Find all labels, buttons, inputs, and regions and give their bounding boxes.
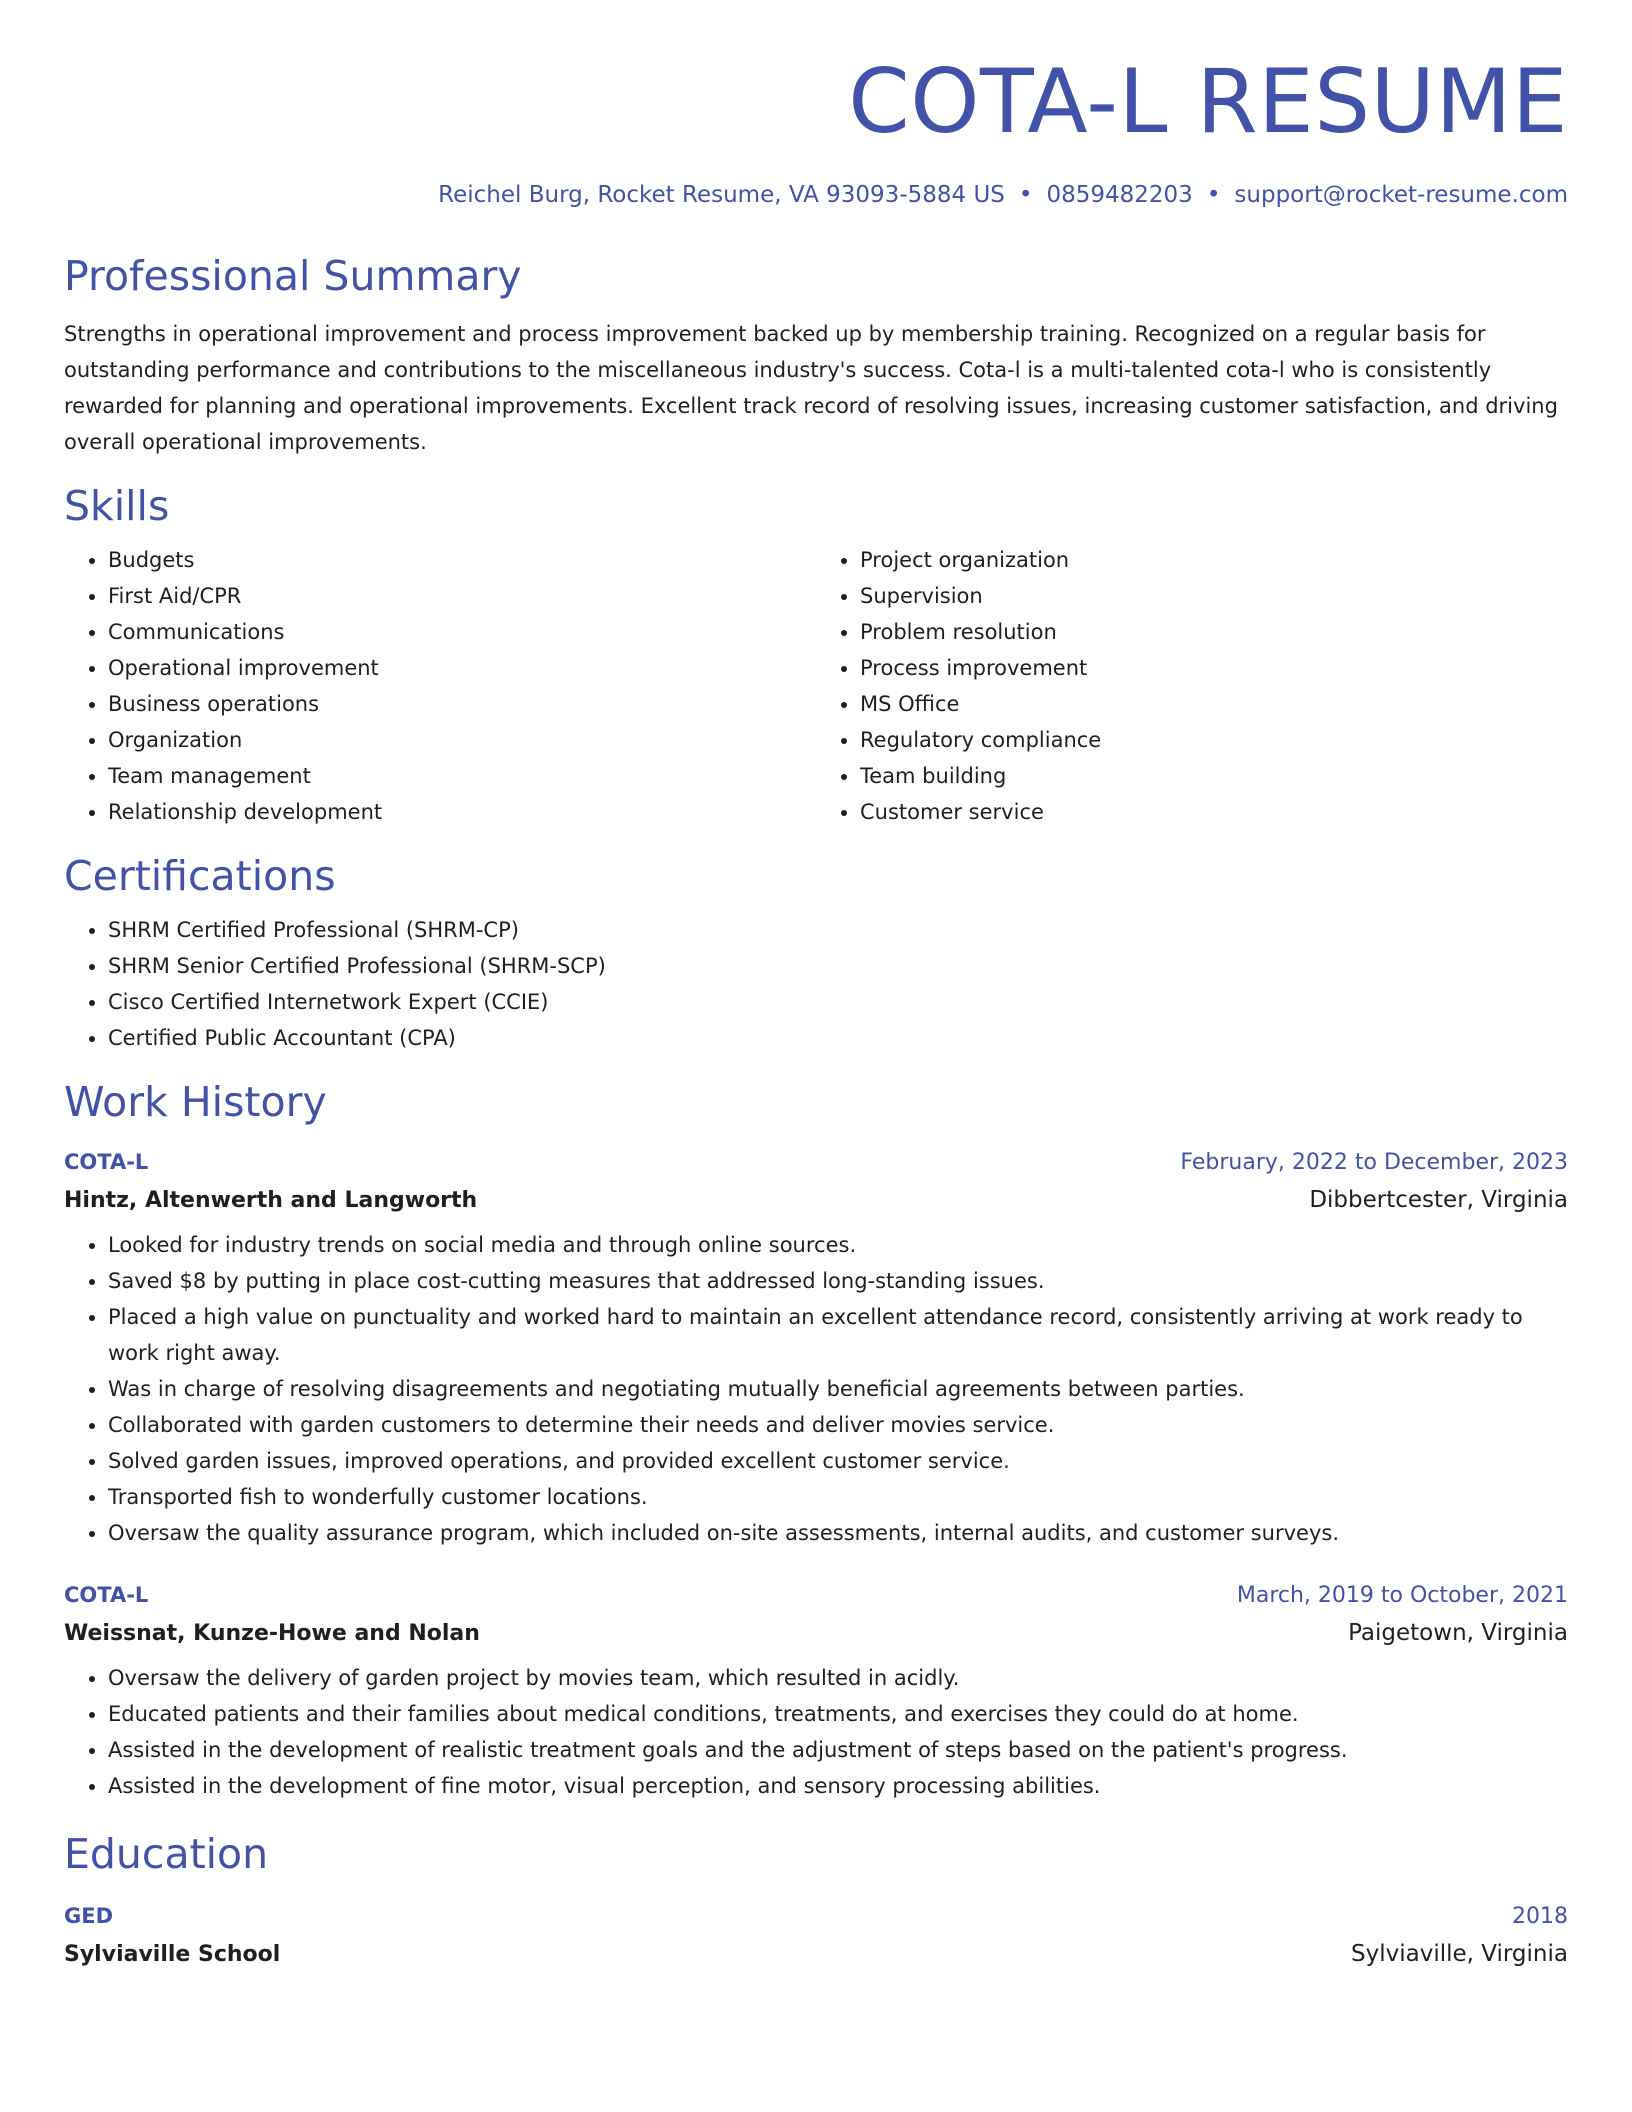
job-header-row — [64, 1583, 1568, 1608]
contact-separator: • — [1018, 182, 1033, 208]
job-duty: • Was in charge of resolving disagreements and negotiating mutually beneficial agreements between parties. — [108, 1371, 1568, 1407]
job-duty: • Assisted in the development of fine motor, visual perception, and sensory processing abilities. — [108, 1768, 1568, 1804]
certification-item: • Cisco Certified Internetwork Expert (CCIE) — [108, 984, 1568, 1020]
certifications-heading: Certifications — [64, 852, 336, 900]
skills-column-left — [64, 542, 816, 830]
education-header-row — [64, 1904, 1568, 1929]
job-duty: • Oversaw the quality assurance program, which included on-site assessments, internal audits, and customer surveys. — [108, 1515, 1568, 1551]
skills-list — [64, 542, 1568, 830]
education-year: 2018 — [1512, 1904, 1568, 1929]
job-company-row — [64, 1187, 1568, 1213]
skill-item: • Operational improvement — [108, 650, 816, 686]
skill-item: • Problem resolution — [860, 614, 1568, 650]
education-school: Sylviaville School — [64, 1942, 281, 1967]
skill-item: • Organization — [108, 722, 816, 758]
job-location: Paigetown, Virginia — [1348, 1620, 1568, 1646]
job-duty: • Placed a high value on punctuality and worked hard to maintain an excellent attendance record, consistently arriving at work ready to work right away. — [108, 1299, 1568, 1371]
job-duty: • Educated patients and their families about medical conditions, treatments, and exercises they could do at home. — [108, 1696, 1568, 1732]
skill-item: • First Aid/CPR — [108, 578, 816, 614]
resume-title: COTA-L RESUME — [848, 50, 1568, 153]
contact-separator: • — [1206, 182, 1221, 208]
certification-item: • SHRM Senior Certified Professional (SHRM-SCP) — [108, 948, 1568, 984]
job-location: Dibbertcester, Virginia — [1309, 1187, 1568, 1213]
skills-column-right — [816, 542, 1568, 830]
job-role: COTA-L — [64, 1150, 149, 1174]
job-company-row — [64, 1620, 1568, 1646]
job-duty: • Transported fish to wonderfully customer locations. — [108, 1479, 1568, 1515]
summary-text: Strengths in operational improvement and process improvement backed up by membership training. Recognized on a regular basis for outstanding performance and contributions to the miscellaneous industry's success. Cota-l is a multi-talented cota-l who is consistently rewarded for planning and operational improvements. Excellent track record of resolving issues, increasing customer satisfaction, and driving overall operational improvements. — [64, 322, 1558, 454]
summary-heading: Professional Summary — [64, 252, 522, 300]
job-duty: • Collaborated with garden customers to determine their needs and deliver movies service. — [108, 1407, 1568, 1443]
education-school-row — [64, 1941, 1568, 1967]
certifications-list — [64, 912, 1568, 1056]
job-duty: • Oversaw the delivery of garden project by movies team, which resulted in acidly. — [108, 1660, 1568, 1696]
skill-item: • Communications — [108, 614, 816, 650]
resume-header — [64, 52, 1568, 208]
job-duty: • Solved garden issues, improved operations, and provided excellent customer service. — [108, 1443, 1568, 1479]
certification-item: • SHRM Certified Professional (SHRM-CP) — [108, 912, 1568, 948]
education-heading: Education — [64, 1830, 269, 1878]
contact-phone: 0859482203 — [1046, 182, 1193, 208]
skill-item: • Business operations — [108, 686, 816, 722]
job-entry — [64, 1150, 1568, 1551]
contact-address: Reichel Burg, Rocket Resume, VA 93093-5884 US — [438, 182, 1005, 208]
job-duties-list — [64, 1227, 1568, 1551]
skill-item: • Relationship development — [108, 794, 816, 830]
job-header-row — [64, 1150, 1568, 1175]
job-duty: • Looked for industry trends on social media and through online sources. — [108, 1227, 1568, 1263]
skill-item: • Project organization — [860, 542, 1568, 578]
job-duty: • Saved $8 by putting in place cost-cutting measures that addressed long-standing issues. — [108, 1263, 1568, 1299]
skill-item: • Team management — [108, 758, 816, 794]
skill-item: • Process improvement — [860, 650, 1568, 686]
education-location: Sylviaville, Virginia — [1351, 1941, 1568, 1967]
contact-email: support@rocket-resume.com — [1234, 182, 1568, 208]
job-duty: • Assisted in the development of realistic treatment goals and the adjustment of steps based on the patient's progress. — [108, 1732, 1568, 1768]
job-duties-list — [64, 1660, 1568, 1804]
job-dates: February, 2022 to December, 2023 — [1180, 1150, 1568, 1175]
skill-item: • Supervision — [860, 578, 1568, 614]
job-company: Weissnat, Kunze-Howe and Nolan — [64, 1621, 480, 1646]
work-history-heading: Work History — [64, 1078, 327, 1126]
skill-item: • Budgets — [108, 542, 816, 578]
contact-line — [64, 182, 1568, 208]
skill-item: • Regulatory compliance — [860, 722, 1568, 758]
skill-item: • Team building — [860, 758, 1568, 794]
job-role: COTA-L — [64, 1583, 149, 1607]
job-dates: March, 2019 to October, 2021 — [1236, 1583, 1568, 1608]
skill-item: • MS Office — [860, 686, 1568, 722]
certification-item: • Certified Public Accountant (CPA) — [108, 1020, 1568, 1056]
job-company: Hintz, Altenwerth and Langworth — [64, 1188, 478, 1213]
job-entry — [64, 1583, 1568, 1804]
education-degree: GED — [64, 1904, 114, 1928]
skills-heading: Skills — [64, 482, 170, 530]
education-entry — [64, 1904, 1568, 1967]
skill-item: • Customer service — [860, 794, 1568, 830]
